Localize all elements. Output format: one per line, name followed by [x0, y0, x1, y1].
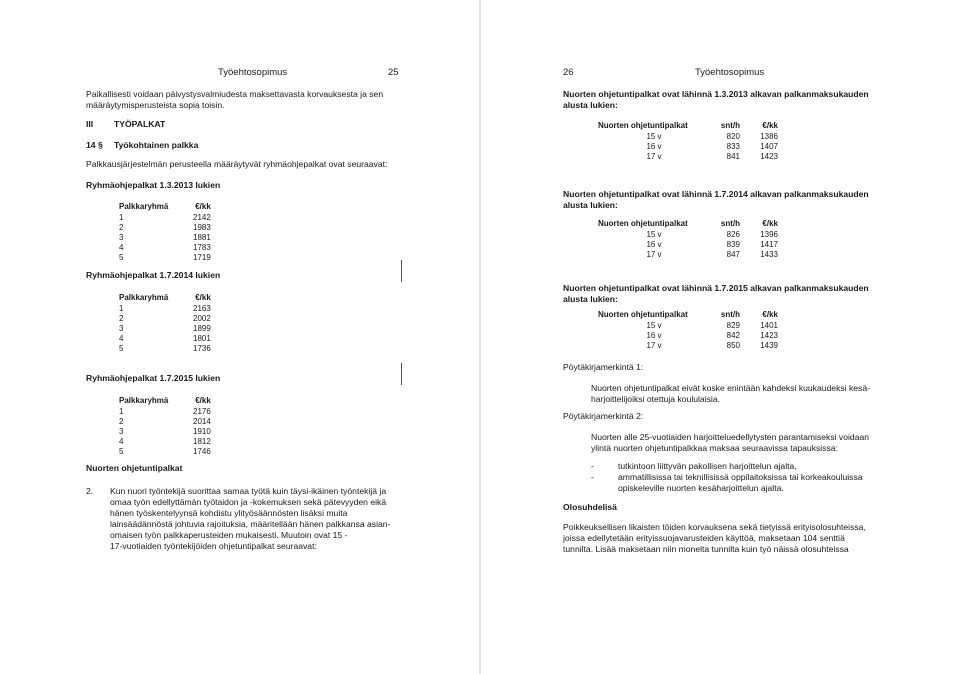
salary-table: [119, 291, 217, 354]
paragraph-number: 14 §: [86, 140, 103, 150]
cell-group: 5: [119, 447, 124, 456]
table-row: [119, 407, 217, 417]
conditions-line: Poikkeuksellisen likaisten töiden korvauksena sekä tietyissä erityisolosuhteissa,: [563, 522, 866, 532]
cell-monthly: 1386: [760, 132, 778, 141]
cell-amount: 2176: [193, 407, 211, 416]
cell-age: 15 v: [646, 321, 662, 330]
table-row: [598, 230, 784, 240]
table-row: [598, 250, 784, 260]
col-header-amount: €/kk: [195, 395, 211, 405]
youth-table-heading: Nuorten ohjetuntipalkat ovat lähinnä 1.7.2014 alkavan palkanmaksukauden: [563, 189, 869, 199]
table-row: [119, 233, 217, 243]
salary-table-heading: Ryhmäohjepalkat 1.3.2013 lukien: [86, 180, 221, 190]
table-row: [119, 253, 217, 263]
col-header-hourly: snt/h: [720, 120, 740, 130]
cell-amount: 1746: [193, 447, 211, 456]
cell-amount: 1910: [193, 427, 211, 436]
cell-amount: 2002: [193, 314, 211, 323]
youth-wage-table: [598, 119, 784, 162]
cell-amount: 2163: [193, 304, 211, 313]
salary-table: [119, 394, 217, 457]
intro-line-1: Paikallisesti voidaan päivystysvalmiudesta maksettavasta korvauksesta ja sen: [86, 89, 384, 99]
cell-group: 1: [119, 213, 124, 222]
cell-monthly: 1423: [760, 331, 778, 340]
table-row: [119, 447, 217, 457]
youth-line: omaisen työn palkkaperusteiden mukaisesti. Muutoin ovat 15 -: [110, 530, 348, 540]
col-header-monthly: €/kk: [762, 309, 778, 319]
cell-hourly: 841: [726, 152, 740, 161]
bullet-item-cont: opiskeleville nuorten kesäharjoittelun ajalta.: [618, 483, 784, 493]
table-row: [598, 331, 784, 341]
col-header-monthly: €/kk: [762, 218, 778, 228]
youth-line: lainsäädännöstä johtuvia rajoituksia, määritellään hänen palkkansa asian-: [110, 519, 391, 529]
table-row: [119, 344, 217, 354]
cell-group: 3: [119, 427, 124, 436]
cell-group: 4: [119, 437, 124, 446]
cell-monthly: 1407: [760, 142, 778, 151]
cell-amount: 1736: [193, 344, 211, 353]
protocol-note-1-label: Pöytäkirjamerkintä 1:: [563, 362, 644, 372]
youth-table-heading: alusta lukien:: [563, 200, 618, 210]
cell-amount: 1983: [193, 223, 211, 232]
youth-line: omaa työn edellyttämän työtaidon ja -kokemuksen sekä pätevyyden eikä: [110, 497, 387, 507]
cell-group: 4: [119, 243, 124, 252]
conditions-line: joissa edellytetään erityissuojavarusteiden käyttöä, maksetaan 104 senttiä: [563, 533, 845, 543]
cell-monthly: 1396: [760, 230, 778, 239]
youth-line: Kun nuori työntekijä suorittaa samaa työtä kuin täysi-ikäinen työntekijä ja: [110, 486, 387, 496]
table-row: [119, 437, 217, 447]
cell-hourly: 847: [726, 250, 740, 259]
salary-table-heading: Ryhmäohjepalkat 1.7.2014 lukien: [86, 270, 221, 280]
col-header-hourly: snt/h: [720, 218, 740, 228]
cell-amount: 1881: [193, 233, 211, 242]
protocol-note-1-line: Nuorten ohjetuntipalkat eivät koske enintään kahdeksi kuukaudeksi kesä-: [591, 383, 870, 393]
cell-amount: 1899: [193, 324, 211, 333]
cell-group: 2: [119, 417, 124, 426]
cell-amount: 2014: [193, 417, 211, 426]
intro-line-2: määräytymisperusteista sopia toisin.: [86, 100, 225, 110]
bullet-dash: -: [591, 472, 594, 482]
cell-group: 5: [119, 344, 124, 353]
cell-hourly: 850: [726, 341, 740, 350]
cell-age: 16 v: [646, 142, 662, 151]
cell-group: 1: [119, 304, 124, 313]
table-row: [598, 321, 784, 331]
table-row: [119, 334, 217, 344]
cell-age: 15 v: [646, 132, 662, 141]
cell-group: 5: [119, 253, 124, 262]
cell-monthly: 1401: [760, 321, 778, 330]
bullet-item: ammatillisissa tai teknillisissä oppilaitoksissa tai korkeakouluissa: [618, 472, 863, 482]
table-row: [119, 223, 217, 233]
section-title: TYÖPALKAT: [114, 119, 166, 129]
table-row: [119, 304, 217, 314]
cell-group: 1: [119, 407, 124, 416]
cell-group: 3: [119, 324, 124, 333]
cell-hourly: 833: [726, 142, 740, 151]
cell-age: 16 v: [646, 240, 662, 249]
cell-hourly: 842: [726, 331, 740, 340]
youth-table-heading: alusta lukien:: [563, 100, 618, 110]
table-row: [598, 341, 784, 351]
table-row: [598, 152, 784, 162]
cell-age: 17 v: [646, 152, 662, 161]
col-header-age: Nuorten ohjetuntipalkat: [598, 218, 688, 228]
table-row: [119, 427, 217, 437]
cell-group: 2: [119, 223, 124, 232]
youth-heading: Nuorten ohjetuntipalkat: [86, 463, 183, 473]
table-row: [119, 324, 217, 334]
cell-age: 17 v: [646, 250, 662, 259]
section-number: III: [86, 119, 94, 129]
salary-table: [119, 200, 217, 263]
cell-amount: 1812: [193, 437, 211, 446]
col-header-amount: €/kk: [195, 201, 211, 211]
youth-table-heading: alusta lukien:: [563, 294, 618, 304]
cell-group: 2: [119, 314, 124, 323]
left-page: [0, 0, 479, 674]
cell-hourly: 829: [726, 321, 740, 330]
table-row: [598, 132, 784, 142]
header-title: Työehtosopimus: [218, 67, 288, 78]
youth-line: 17-vuotiaiden työntekijöiden ohjetuntipalkat seuraavat:: [110, 541, 317, 551]
conditions-line: tunnilta. Lisää maksetaan niin monelta tunnilta kuin työ näissä olosuhteissa: [563, 544, 849, 554]
col-header-group: Palkkaryhmä: [119, 395, 169, 405]
right-page: [481, 0, 960, 674]
cell-amount: 1801: [193, 334, 211, 343]
youth-table-heading: Nuorten ohjetuntipalkat ovat lähinnä 1.3.2013 alkavan palkanmaksukauden: [563, 89, 869, 99]
margin-change-bar: [401, 363, 402, 385]
col-header-age: Nuorten ohjetuntipalkat: [598, 309, 688, 319]
cell-amount: 2142: [193, 213, 211, 222]
col-header-amount: €/kk: [195, 292, 211, 302]
protocol-note-1-line: harjoittelijoiksi otettuja koululaisia.: [591, 394, 720, 404]
col-header-group: Palkkaryhmä: [119, 292, 169, 302]
table-row: [119, 213, 217, 223]
cell-age: 17 v: [646, 341, 662, 350]
table-row: [119, 417, 217, 427]
cell-group: 4: [119, 334, 124, 343]
table-row: [119, 243, 217, 253]
margin-change-bar: [401, 260, 402, 282]
table-row: [598, 240, 784, 250]
col-header-age: Nuorten ohjetuntipalkat: [598, 120, 688, 130]
bullet-dash: -: [591, 461, 594, 471]
page-number: 26: [563, 67, 574, 78]
cell-age: 16 v: [646, 331, 662, 340]
paragraph-text: Palkkausjärjestelmän perusteella määräytyvät ryhmäohjepalkat ovat seuraavat:: [86, 159, 388, 169]
col-header-group: Palkkaryhmä: [119, 201, 169, 211]
cell-monthly: 1439: [760, 341, 778, 350]
table-row: [598, 142, 784, 152]
col-header-monthly: €/kk: [762, 120, 778, 130]
col-header-hourly: snt/h: [720, 309, 740, 319]
salary-table-heading: Ryhmäohjepalkat 1.7.2015 lukien: [86, 373, 221, 383]
youth-table-heading: Nuorten ohjetuntipalkat ovat lähinnä 1.7.2015 alkavan palkanmaksukauden: [563, 283, 869, 293]
cell-amount: 1783: [193, 243, 211, 252]
youth-wage-table: [598, 308, 784, 351]
conditions-heading: Olosuhdelisä: [563, 502, 617, 512]
table-row: [119, 314, 217, 324]
youth-para-number: 2.: [86, 486, 94, 496]
protocol-note-2-line: Nuorten alle 25-vuotiaiden harjoitteluedellytysten parantamiseksi voidaan: [591, 432, 870, 442]
youth-line: hänen työskentelyynsä kohdistu ylityösäännösten lisäksi muita: [110, 508, 348, 518]
cell-hourly: 820: [726, 132, 740, 141]
cell-age: 15 v: [646, 230, 662, 239]
youth-wage-table: [598, 217, 784, 260]
cell-hourly: 826: [726, 230, 740, 239]
header-title: Työehtosopimus: [695, 67, 765, 78]
cell-monthly: 1433: [760, 250, 778, 259]
cell-hourly: 839: [726, 240, 740, 249]
cell-group: 3: [119, 233, 124, 242]
cell-monthly: 1423: [760, 152, 778, 161]
cell-monthly: 1417: [760, 240, 778, 249]
protocol-note-2-line: ylintä nuorten ohjetuntipalkkaa maksaa seuraavissa tapauksissa:: [591, 443, 838, 453]
cell-amount: 1719: [193, 253, 211, 262]
protocol-note-2-label: Pöytäkirjamerkintä 2:: [563, 411, 644, 421]
page-number: 25: [388, 67, 399, 78]
bullet-item: tutkintoon liittyvän pakollisen harjoittelun ajalta,: [618, 461, 797, 471]
paragraph-title: Työkohtainen palkka: [114, 140, 199, 150]
